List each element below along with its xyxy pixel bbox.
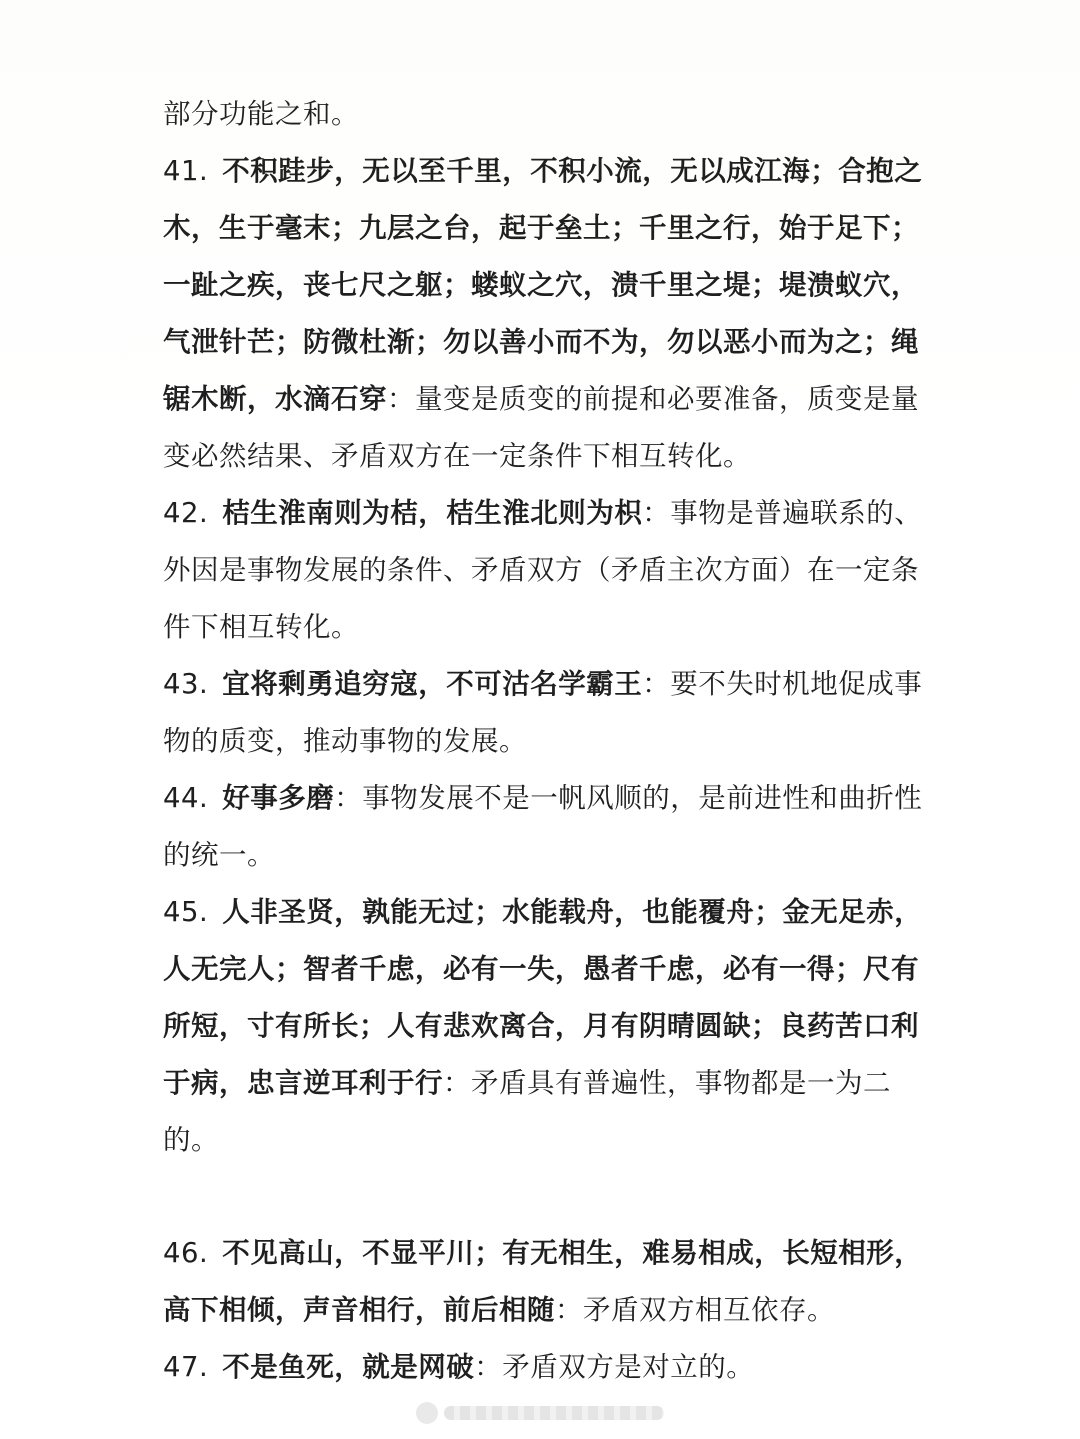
document-content bbox=[163, 86, 923, 1396]
explanation-text: 事物发展不是一帆风顺的，是前进性和曲折性的统一。 bbox=[163, 782, 923, 871]
proverb-text: 好事多磨 bbox=[222, 782, 335, 814]
list-item bbox=[163, 485, 923, 656]
item-number: 45. bbox=[163, 896, 209, 928]
separator: ： bbox=[387, 383, 415, 415]
item-number: 46. bbox=[163, 1237, 209, 1269]
separator: ： bbox=[642, 668, 671, 700]
proverb-text: 人非圣贤，孰能无过；水能载舟，也能覆舟；金无足赤，人无完人；智者千虑，必有一失，愚者千虑，必有一得；尺有所短，寸有所长；人有悲欢离合，月有阴晴圆缺；良药苦口利于病，忠言逆耳利于行 bbox=[163, 896, 923, 1099]
item-number: 41. bbox=[163, 155, 209, 187]
watermark-dot bbox=[416, 1402, 438, 1424]
list-item bbox=[163, 1225, 923, 1339]
explanation-text: 部分功能之和。 bbox=[163, 98, 359, 130]
separator: ： bbox=[555, 1294, 583, 1326]
list-item bbox=[163, 770, 923, 884]
proverb-text: 宜将剩勇追穷寇，不可沽名学霸王 bbox=[222, 668, 643, 700]
item-number: 42. bbox=[163, 497, 209, 529]
watermark-bar bbox=[444, 1406, 664, 1420]
list-item bbox=[163, 884, 923, 1169]
item-number: 43. bbox=[163, 668, 209, 700]
explanation-text: 量变是质变的前提和必要准备，质变是量变必然结果、矛盾双方在一定条件下相互转化。 bbox=[163, 383, 919, 472]
explanation-text: 矛盾双方相互依存。 bbox=[583, 1294, 835, 1326]
list-item bbox=[163, 1339, 923, 1396]
separator: ： bbox=[443, 1067, 471, 1099]
list-item bbox=[163, 656, 923, 770]
explanation-text: 矛盾具有普遍性，事物都是一为二的。 bbox=[163, 1067, 891, 1156]
watermark bbox=[416, 1398, 664, 1428]
explanation-text: 事物是普遍联系的、外因是事物发展的条件、矛盾双方（矛盾主次方面）在一定条件下相互转化。 bbox=[163, 497, 923, 643]
proverb-text: 不是鱼死，就是网破 bbox=[222, 1351, 475, 1383]
explanation-text: 矛盾双方是对立的。 bbox=[502, 1351, 755, 1383]
section-gap bbox=[163, 1169, 923, 1225]
paragraph-continuation bbox=[163, 86, 923, 143]
separator: ： bbox=[334, 782, 363, 814]
proverb-text: 不见高山，不显平川；有无相生，难易相成，长短相形，高下相倾，声音相行，前后相随 bbox=[163, 1237, 923, 1326]
separator: ： bbox=[474, 1351, 503, 1383]
proverb-text: 不积跬步，无以至千里，不积小流，无以成江海；合抱之木，生于毫末；九层之台，起于垒土；千里之行，始于足下；一趾之疾，丧七尺之躯；蝼蚁之穴，溃千里之堤；堤溃蚁穴，气泄针芒；防微杜渐；勿以善小而不为，勿以恶小而为之；绳锯木断，水滴石穿 bbox=[163, 155, 923, 415]
item-number: 44. bbox=[163, 782, 209, 814]
separator: ： bbox=[642, 497, 671, 529]
item-number: 47. bbox=[163, 1351, 209, 1383]
proverb-text: 桔生淮南则为桔，桔生淮北则为枳 bbox=[222, 497, 643, 529]
explanation-text: 要不失时机地促成事物的质变，推动事物的发展。 bbox=[163, 668, 923, 757]
list-item bbox=[163, 143, 923, 485]
